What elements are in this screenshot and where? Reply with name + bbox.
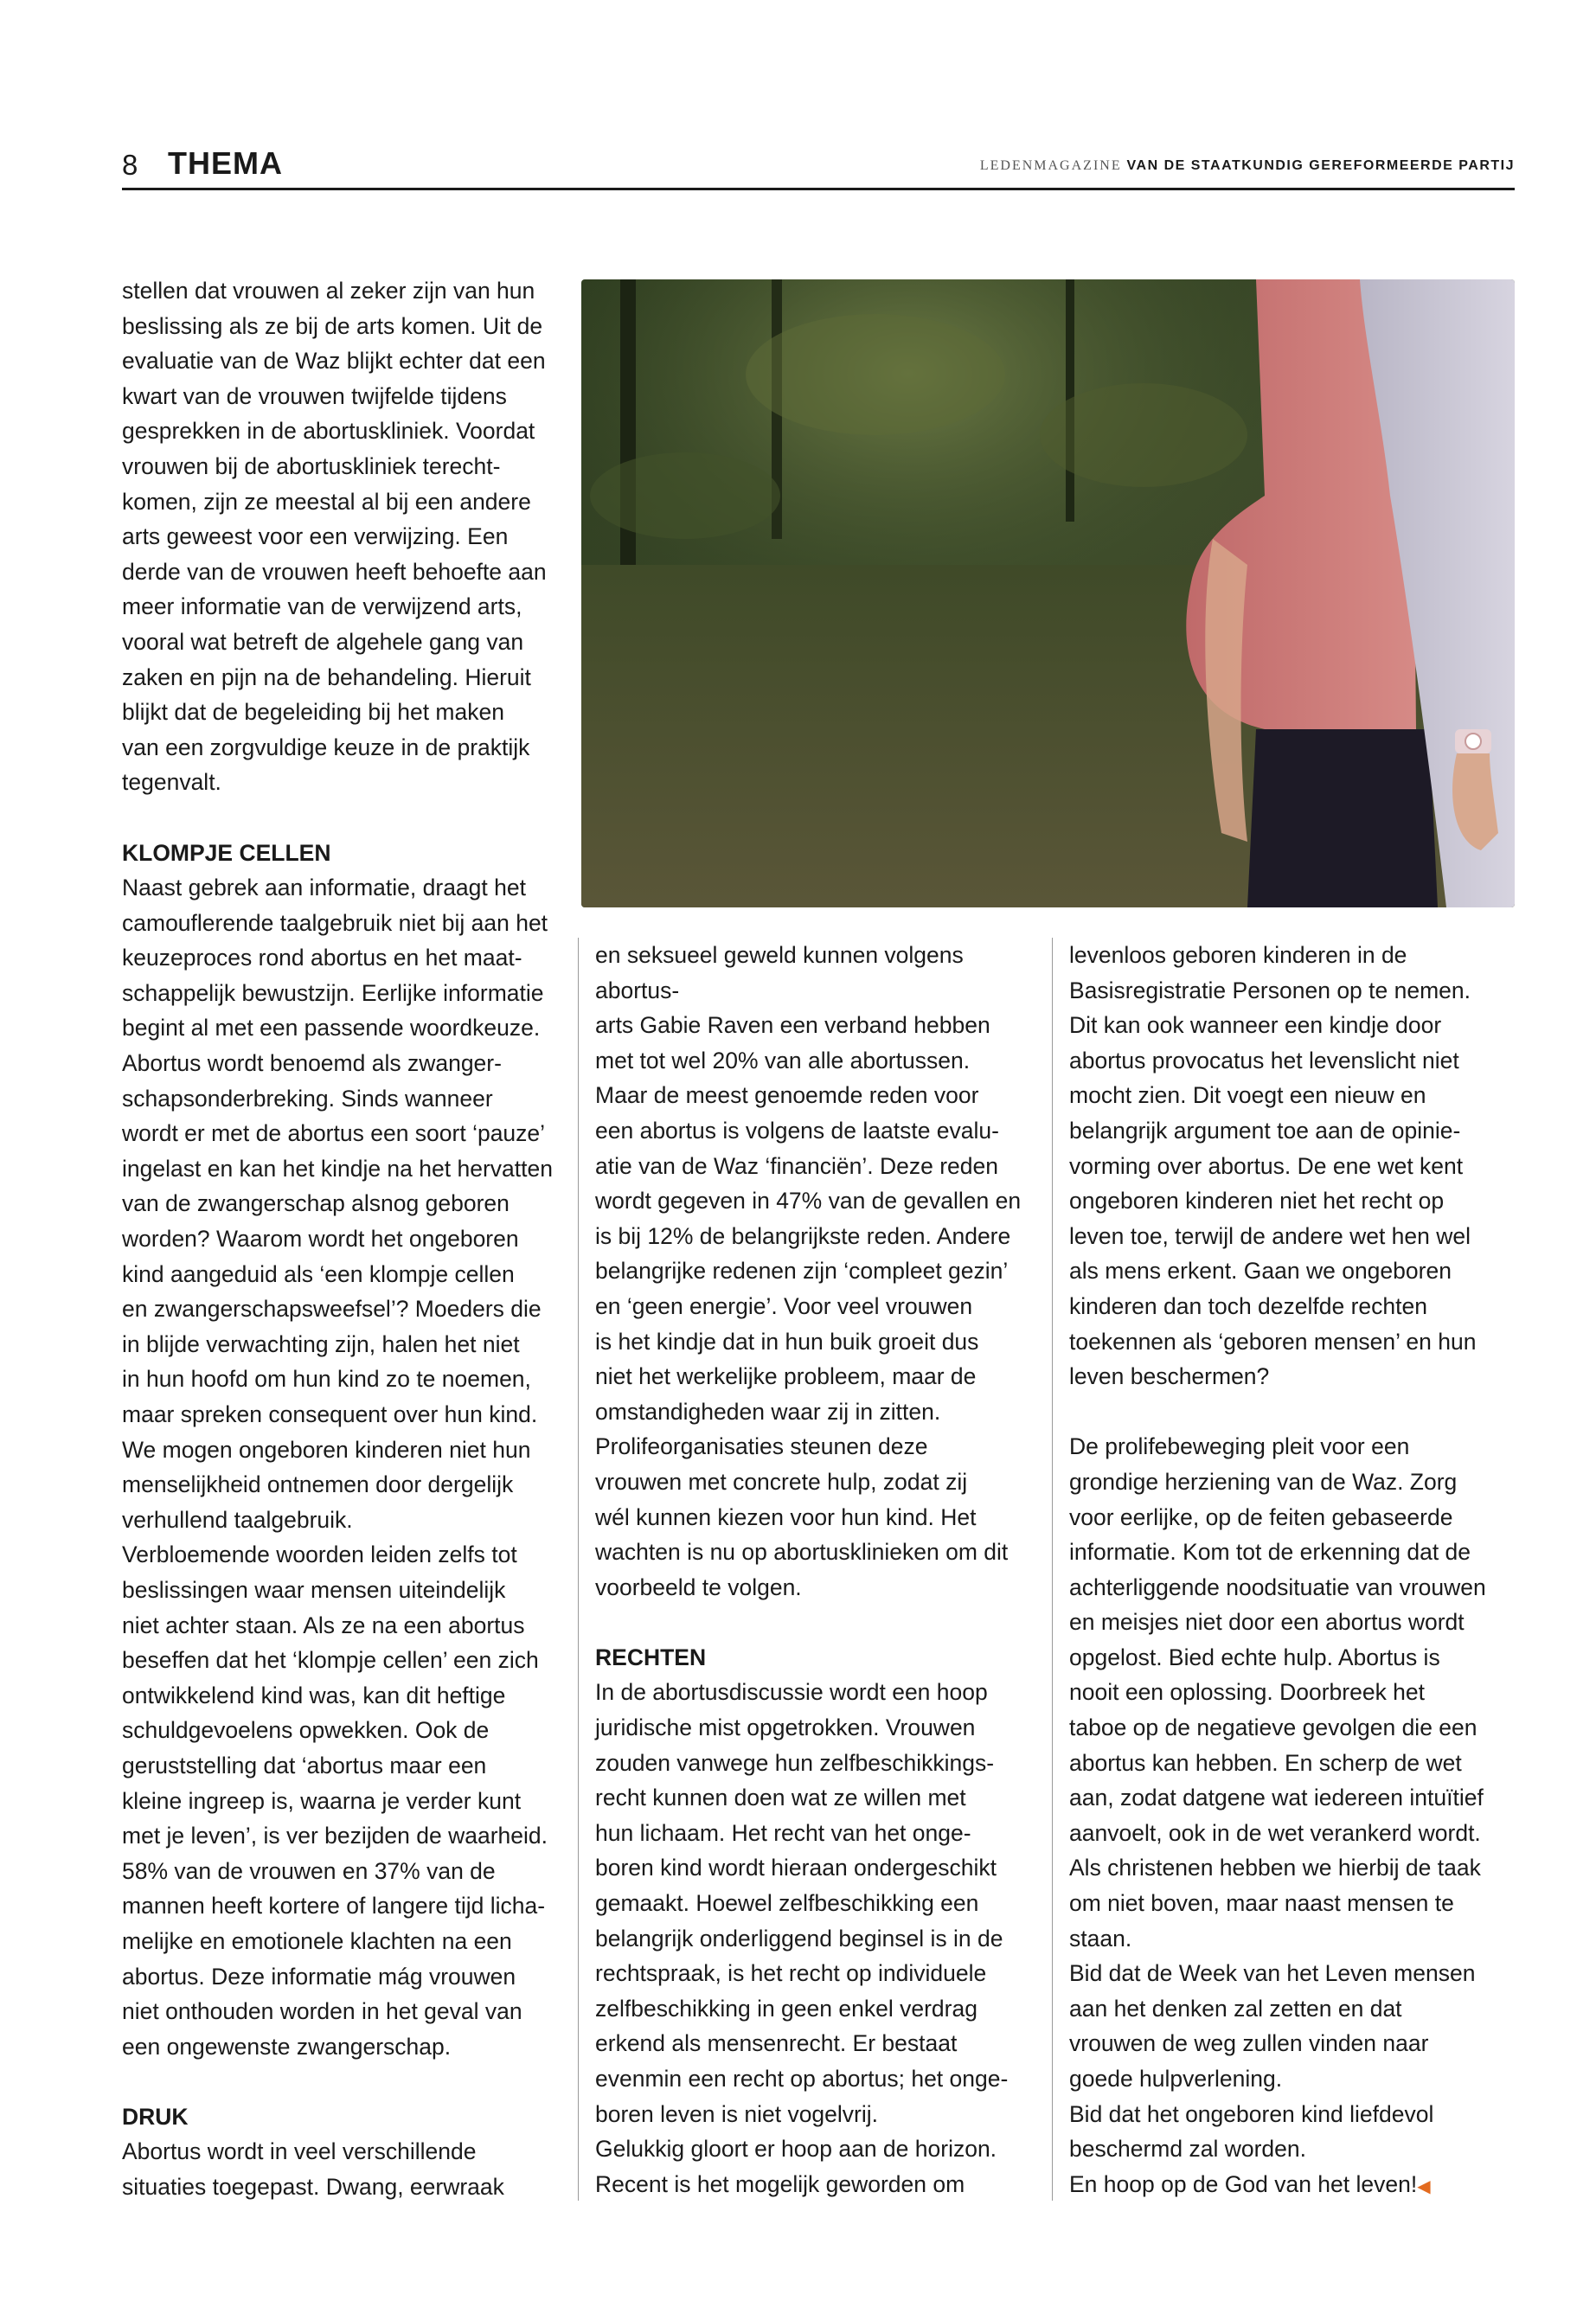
pregnant-woman-photo-icon [581, 279, 1515, 907]
subheading-rechten: RECHTEN [595, 1644, 707, 1670]
paragraph: Bid dat het ongeboren kind liefdevol beschermd zal worden. [1069, 2100, 1434, 2163]
article-column-1 [122, 273, 572, 2205]
column-rule-left [578, 938, 579, 2201]
paragraph: De prolifebeweging pleit voor een grondige herziening van de Waz. Zorg voor eerlijke, op de feiten gebaseerde informatie. Kom tot de erkenning dat de achterliggende noodsituatie van vrouwen en meisjes niet door een abortus wordt opgelost. Bied echte hulp. Abortus is nooit een oplossing. Doorbreek het taboe op de negatieve gevolgen die een abortus kan hebben. En scherp de wet aan, zodat datgene wat iedereen intuïtief aanvoelt, ook in de wet verankerd wordt. Als christenen hebben we hierbij de taak om niet boven, maar naast mensen te staan. [1069, 1433, 1486, 1952]
closing-line [1069, 2167, 1519, 2205]
paragraph: Naast gebrek aan informatie, draagt het camouflerende taalgebruik niet bij aan het keuzeproces rond abortus en het maat- schappelijk bewustzijn. Eerlijke informatie begint al met een passende woordkeuze. Abortus wordt benoemd als zwanger- schapsonderbreking. Sinds wanneer wordt er met de abortus een soort ‘pauze’ ingelast en kan het kindje na het hervatten van de zwangerschap alsnog geboren worden? Waarom wordt het ongeboren kind aangeduid als ‘een klompje cellen en zwangerschapsweefsel’? Moeders die in blijde verwachting zijn, halen het niet in hun hoofd om hun kind zo te noemen, maar spreken consequent over hun kind. We mogen ongeboren kinderen niet hun menselijkheid ontnemen door dergelijk verhullend taalgebruik. [122, 875, 553, 1533]
article-photo [581, 279, 1515, 907]
header-rule [122, 188, 1515, 190]
page-header [122, 142, 1515, 190]
section-title: THEMA [168, 145, 283, 181]
page-number: 8 [122, 149, 138, 181]
closing-text: En hoop op de God van het leven! [1069, 2170, 1418, 2197]
paragraph: In de abortusdiscussie wordt een hoop juridische mist opgetrokken. Vrouwen zouden vanwege hun zelfbeschikkings- recht kunnen doen wat ze willen met hun lichaam. Het recht van het onge- boren kind wordt hieraan ondergeschikt gemaakt. Hoewel zelfbeschikking een belangrijk onderliggend beginsel is in de rechtspraak, is het recht op individuele zelfbeschikking in geen enkel verdrag erkend als mensenrecht. Er bestaat evenmin een recht op abortus; het onge- boren leven is niet vogelvrij. [595, 1679, 1009, 2127]
subheading-druk: DRUK [122, 2103, 189, 2130]
column-rule-right [1052, 938, 1053, 2201]
end-mark-icon: ◀ [1417, 2176, 1431, 2196]
paragraph: Abortus wordt in veel verschillende situaties toegepast. Dwang, eerwraak [122, 2138, 504, 2201]
paragraph: Gelukkig gloort er hoop aan de horizon. Recent is het mogelijk geworden om [595, 2136, 997, 2197]
article-column-3 [1069, 938, 1519, 2204]
article-column-2 [595, 938, 1045, 2202]
paragraph: levenloos geboren kinderen in de Basisregistratie Personen op te nemen. Dit kan ook wanneer een kindje door abortus provocatus het levenslicht niet mocht zien. Dit voegt een nieuw en belangrijk argument toe aan de opinie- vorming over abortus. De ene wet kent ongeboren kinderen niet het recht op leven toe, terwijl de andere wet hen wel als mens erkent. Gaan we ongeboren kinderen dan toch dezelfde rechten toekennen als ‘geboren mensen’ en hun leven beschermen? [1069, 942, 1477, 1390]
paragraph: stellen dat vrouwen al zeker zijn van hun beslissing als ze bij de arts komen. Uit de evaluatie van de Waz blijkt echter dat een kwart van de vrouwen twijfelde tijdens gesprekken in de abortuskliniek. Voordat vrouwen bij de abortuskliniek terecht- komen, zijn ze meestal al bij een andere arts geweest voor een verwijzing. Een derde van de vrouwen heeft behoefte aan meer informatie van de verwijzend arts, vooral wat betreft de algehele gang van zaken en pijn na de behandeling. Hieruit blijkt dat de begeleiding bij het maken van een zorgvuldige keuze in de praktijk tegenvalt. [122, 278, 547, 796]
paragraph: Bid dat de Week van het Leven mensen aan het denken zal zetten en dat vrouwen de weg zullen vinden naar goede hulpverlening. [1069, 1960, 1476, 2092]
paragraph: en seksueel geweld kunnen volgens abortus- arts Gabie Raven een verband hebben met tot wel 20% van alle abortussen. Maar de meest genoemde reden voor een abortus is volgens de laatste evalu- atie van de Waz ‘financiën’. Deze reden wordt gegeven in 47% van de gevallen en is bij 12% de belangrijkste reden. Andere belangrijke redenen zijn ‘compleet gezin’ en ‘geen energie’. Voor veel vrouwen is het kindje dat in hun buik groeit dus niet het werkelijke probleem, maar de omstandigheden waar zij in zitten. Prolifeorganisaties steunen deze vrouwen met concrete hulp, zodat zij wél kunnen kiezen voor hun kind. Het wachten is nu op abortusklinieken om dit voorbeeld te volgen. [595, 942, 1022, 1600]
subheading-klompje-cellen: KLOMPJE CELLEN [122, 839, 331, 866]
magazine-publisher: VAN DE STAATKUNDIG GEREFORMEERDE PARTIJ [1126, 158, 1515, 173]
magazine-line [980, 158, 1515, 174]
magazine-name: LEDENMAGAZINE [979, 158, 1122, 173]
paragraph: Verbloemende woorden leiden zelfs tot beslissingen waar mensen uiteindelijk niet achter staan. Als ze na een abortus beseffen dat het ‘klompje cellen’ een zich ontwikkelend kind was, kan dit heftige schuldgevoelens opwekken. Ook de geruststelling dat ‘abortus maar een kleine ingreep is, waarna je verder kunt met je leven’, is ver bezijden de waarheid. 58% van de vrouwen en 37% van de mannen heeft kortere of langere tijd licha- melijke en emotionele klachten na een abortus. Deze informatie mág vrouwen niet onthouden worden in het geval van een ongewenste zwangerschap. [122, 1541, 548, 2060]
